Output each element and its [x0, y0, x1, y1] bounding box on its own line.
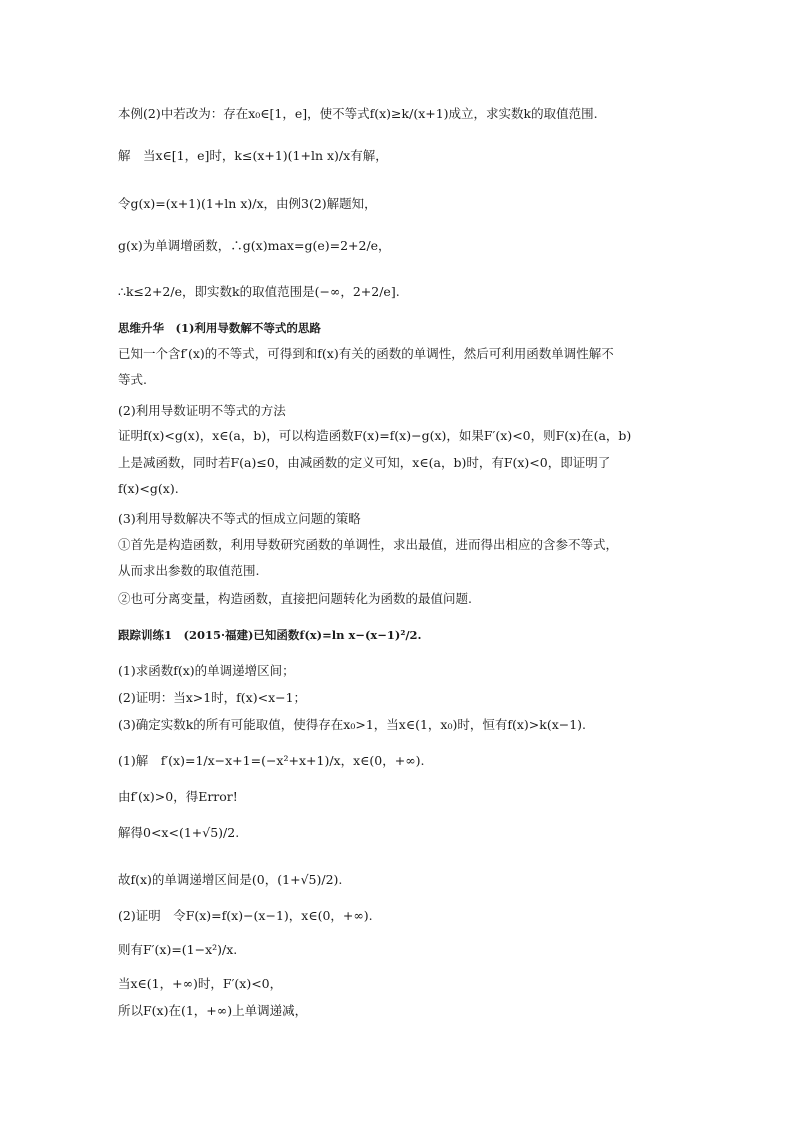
text-line-27: 当x∈(1，+∞)时，F′(x)<0， — [118, 976, 283, 991]
text-line-24: 故f(x)的单调递增区间是(0，(1+√5)/2). — [118, 872, 343, 887]
text-line-23: 解得0<x<(1+√5)/2. — [118, 825, 240, 840]
text-line-1: 本例(2)中若改为：存在x₀∈[1，e]，使不等式f(x)≥k/(x+1)成立，求实数k的取值范围. — [118, 106, 598, 121]
text-line-22: 由f′(x)>0，得Error! — [118, 789, 238, 804]
text-line-4: g(x)为单调增函数，∴g(x)max=g(e)=2+2/e， — [118, 238, 391, 253]
text-line-19: (2)证明：当x>1时，f(x)<x−1； — [118, 690, 307, 705]
text-line-7: 已知一个含f′(x)的不等式，可得到和f(x)有关的函数的单调性，然后可利用函数单调性解不 — [118, 346, 614, 361]
text-line-25: (2)证明 令F(x)=f(x)−(x−1)，x∈(0，+∞). — [118, 908, 373, 923]
text-line-28: 所以F(x)在(1，+∞)上单调递减， — [118, 1003, 308, 1018]
text-line-11: 上是减函数，同时若F(a)≤0，由减函数的定义可知，x∈(a，b)时，有F(x)<0，即证明了 — [118, 455, 611, 470]
text-line-20: (3)确定实数k的所有可能取值，使得存在x₀>1，当x∈(1，x₀)时，恒有f(x)>k(x−1). — [118, 717, 587, 732]
text-line-21: (1)解 f′(x)=1/x−x+1=(−x²+x+1)/x，x∈(0，+∞). — [118, 753, 425, 768]
text-line-9: (2)利用导数证明不等式的方法 — [118, 403, 286, 418]
text-line-26: 则有F′(x)=(1−x²)/x. — [118, 942, 238, 957]
text-line-8: 等式. — [118, 372, 147, 387]
text-line-5: ∴k≤2+2/e，即实数k的取值范围是(−∞，2+2/e]. — [118, 284, 400, 299]
section-label-exercise: 跟踪训练1 (2015·福建)已知函数f(x)=ln x−(x−1)²/2. — [118, 628, 422, 642]
text-line-15: 从而求出参数的取值范围. — [118, 563, 260, 578]
text-line-3: 令g(x)=(x+1)(1+ln x)/x，由例3(2)解题知， — [118, 196, 377, 211]
section-label-summary: 思维升华 (1)利用导数解不等式的思路 — [118, 321, 321, 335]
text-line-2: 解 当x∈[1，e]时，k≤(x+1)(1+ln x)/x有解， — [118, 148, 388, 163]
text-line-10: 证明f(x)<g(x)，x∈(a，b)，可以构造函数F(x)=f(x)−g(x)，如果F′(x)<0，则F(x)在(a，b) — [118, 428, 632, 443]
text-line-13: (3)利用导数解决不等式的恒成立问题的策略 — [118, 511, 361, 526]
text-line-14: ①首先是构造函数，利用导数研究函数的单调性，求出最值，进而得出相应的含参不等式， — [118, 537, 619, 552]
text-line-12: f(x)<g(x). — [118, 481, 179, 496]
text-line-18: (1)求函数f(x)的单调递增区间； — [118, 663, 295, 678]
text-line-16: ②也可分离变量，构造函数，直接把问题转化为函数的最值问题. — [118, 591, 472, 606]
